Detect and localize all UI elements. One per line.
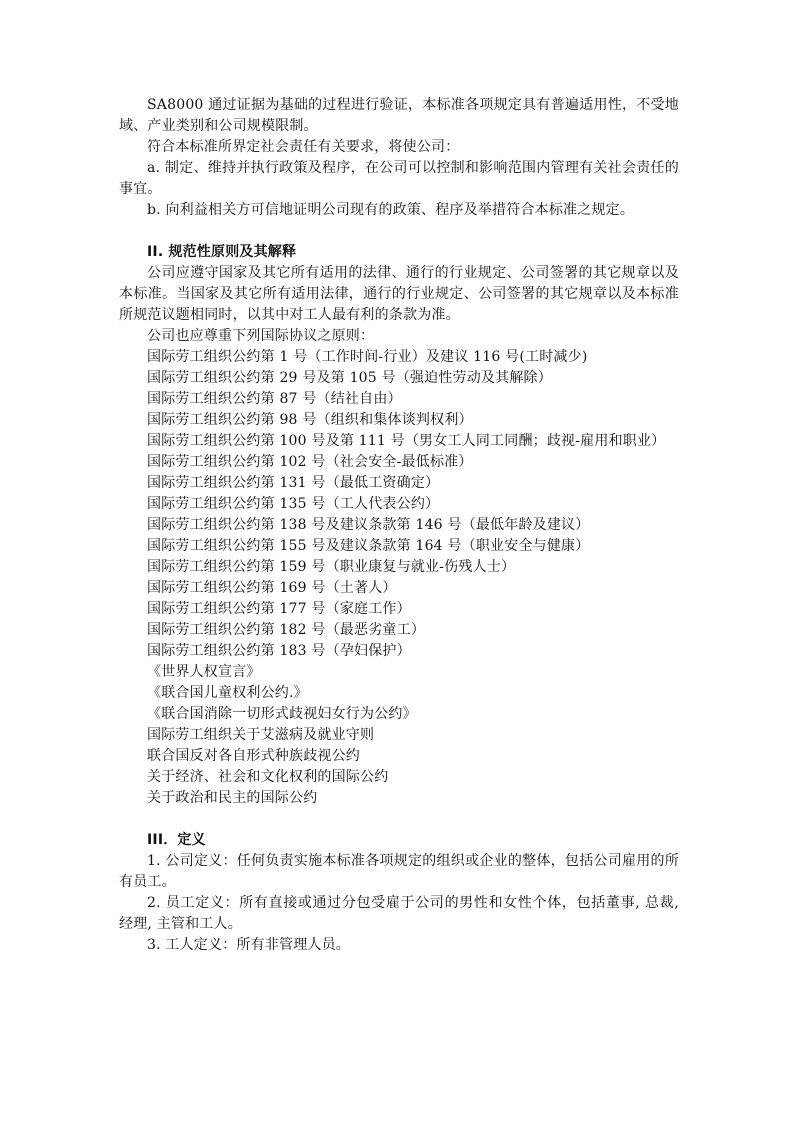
definition-company: 1. 公司定义：任何负责实施本标准各项规定的组织或企业的整体，包括公司雇用的所有员工。 [119,853,679,890]
list-item: 国际劳工组织关于艾滋病及就业守则 [147,727,375,743]
intro-paragraph-compliance: 符合本标准所界定社会责任有关要求，将使公司： [147,139,460,155]
list-item: 国际劳工组织公约第 135 号（工人代表公约） [147,496,440,512]
list-item: 国际劳工组织公约第 102 号（社会安全-最低标准） [147,454,473,470]
list-item: 《联合国消除一切形式歧视妇女行为公约》 [147,706,417,722]
list-item: 国际劳工组织公约第 98 号（组织和集体谈判权利） [147,412,473,428]
list-item: 国际劳工组织公约第 131 号（最低工资确定） [147,475,440,491]
section-3-heading: III．定义 [147,832,206,848]
intro-item-b: b. 向利益相关方可信地证明公司现有的政策、程序及举措符合本标准之规定。 [147,202,635,218]
section-gap [119,809,679,830]
section-2-paragraph-laws: 公司应遵守国家及其它所有适用的法律、通行的行业规定、公司签署的其它规章以及本标准。当国家及其它所有适用法律，通行的行业规定、公司签署的其它规章以及本标准所规范议题相同时，以其中对工人最有利的条款为准。 [119,265,679,323]
section-gap [119,221,679,242]
list-item: 国际劳工组织公约第 100 号及第 111 号（男女工人同工同酬；歧视-雇用和职业） [147,433,666,449]
list-item: 国际劳工组织公约第 155 号及建议条款第 164 号（职业安全与健康） [147,538,590,554]
intro-item-a: a. 制定、维持并执行政策及程序，在公司可以控制和影响范围内管理有关社会责任的事宜。 [119,160,679,197]
list-item: 国际劳工组织公约第 159 号（职业康复与就业-伤残人士） [147,559,516,575]
list-item: 关于经济、社会和文化权利的国际公约 [147,769,389,785]
section-2-paragraph-respect: 公司也应尊重下列国际协议之原则： [147,328,375,344]
list-item: 国际劳工组织公约第 183 号（孕妇保护） [147,643,411,659]
convention-list [119,347,679,809]
list-item: 关于政治和民主的国际公约 [147,790,318,806]
section-2-heading: II. 规范性原则及其解释 [147,244,297,260]
list-item: 国际劳工组织公约第 87 号（结社自由） [147,391,402,407]
definition-worker: 3. 工人定义：所有非管理人员。 [147,937,351,953]
list-item: 国际劳工组织公约第 29 号及第 105 号（强迫性劳动及其解除） [147,370,552,386]
definition-employee: 2. 员工定义：所有直接或通过分包受雇于公司的男性和女性个体，包括董事, 总裁, 经理, 主管和工人。 [119,895,679,932]
list-item: 联合国反对各自形式种族歧视公约 [147,748,360,764]
list-item: 国际劳工组织公约第 138 号及建议条款第 146 号（最低年龄及建议） [147,517,590,533]
document-page [119,95,679,956]
list-item: 国际劳工组织公约第 182 号（最恶劣童工） [147,622,426,638]
list-item: 国际劳工组织公约第 169 号（土著人） [147,580,397,596]
list-item: 《联合国儿童权利公约.》 [147,685,308,701]
intro-paragraph-verification: SA8000 通过证据为基础的过程进行验证，本标准各项规定具有普遍适用性，不受地域、产业类别和公司规模限制。 [119,97,679,134]
list-item: 《世界人权宣言》 [147,664,261,680]
list-item: 国际劳工组织公约第 1 号（工作时间-行业）及建议 116 号(工时减少) [147,349,588,365]
list-item: 国际劳工组织公约第 177 号（家庭工作） [147,601,411,617]
